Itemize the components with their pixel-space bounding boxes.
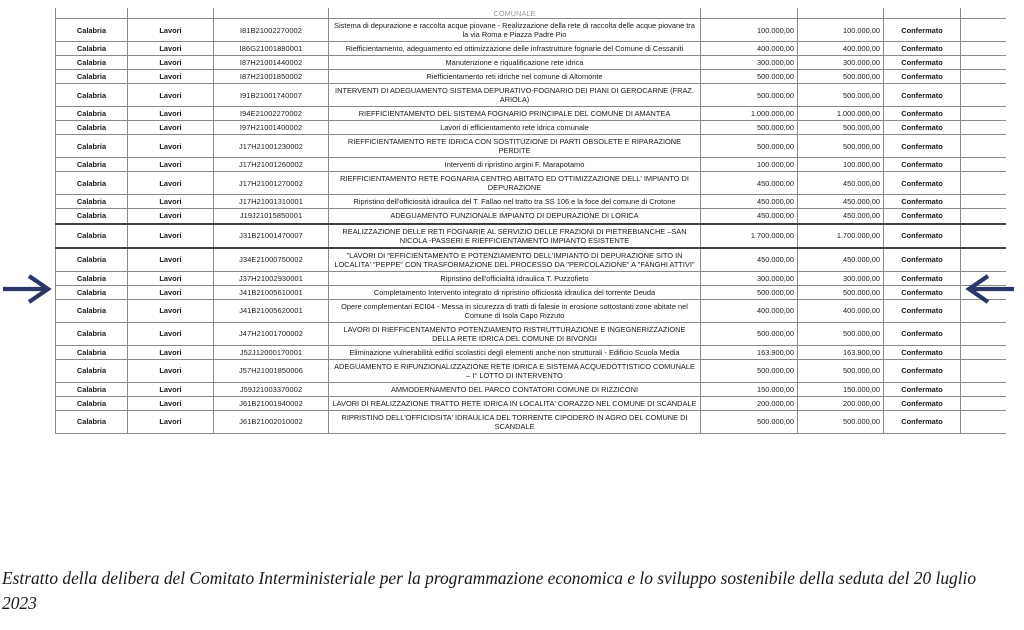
cell-descrizione: Sistema di depurazione e raccolta acque piovane - Realizzazione della rete di raccolta delle acque piovane tra la via Roma e Piazza Padre Pio <box>329 19 701 42</box>
cell-importo: 150.000,00 <box>701 382 798 396</box>
cell-cup: J47H21001700002 <box>214 322 329 345</box>
cell-stato: Confermato <box>884 345 961 359</box>
table-row <box>56 322 1007 345</box>
cell-regione: Calabria <box>56 322 128 345</box>
table-row <box>56 70 1007 84</box>
cell-stato: Confermato <box>884 42 961 56</box>
figure-caption: Estratto della delibera del Comitato Interministeriale per la programmazione economica e lo sviluppo sostenibile della seduta del 20 luglio 2023 <box>2 568 977 613</box>
cell-importo: 200.000,00 <box>701 396 798 410</box>
cell-stato: Confermato <box>884 158 961 172</box>
cell-descrizione: Opere complementari ECI04 - Messa in sicurezza di tratti di falesie in erosione sottostanti zone abitate nel Comune di Isola Capo Rizzuto <box>329 299 701 322</box>
cell-cup: I86G21001880001 <box>214 42 329 56</box>
cell-importo-finanziato: 500.000,00 <box>798 410 884 433</box>
cell-importo-finanziato: 500.000,00 <box>798 135 884 158</box>
cell-descrizione: RIEFFICIENTAMENTO DEL SISTEMA FOGNARIO PRINCIPALE DEL COMUNE DI AMANTEA <box>329 107 701 121</box>
cell-settore: Lavori <box>128 84 214 107</box>
cell-importo-finanziato: 450.000,00 <box>798 195 884 209</box>
cell-cup: I81B21002270002 <box>214 19 329 42</box>
table-row <box>56 345 1007 359</box>
table-row <box>56 382 1007 396</box>
cell-importo-finanziato: 200.000,00 <box>798 396 884 410</box>
cell-descrizione: RIEFFICIENTAMENTO RETE IDRICA CON SOSTITUZIONE DI PARTI OBSOLETE E RIPARAZIONE PERDITE <box>329 135 701 158</box>
cell-descrizione: RIEFFICIENTAMENTO RETE FOGNARIA CENTRO ABITATO ED OTTIMIZZAZIONE DELL' IMPIANTO DI DEPURAZIONE <box>329 172 701 195</box>
cell-stato: Confermato <box>884 209 961 224</box>
cell-cup: J61B21001940002 <box>214 396 329 410</box>
cell-empty <box>961 248 1007 272</box>
cell-importo-finanziato: 300.000,00 <box>798 271 884 285</box>
cell-stato: Confermato <box>884 56 961 70</box>
cell-stato <box>884 8 961 19</box>
cell-empty <box>961 322 1007 345</box>
cell-descrizione: Riefficientamento reti idriche nel comune di Altomonte <box>329 70 701 84</box>
cell-settore: Lavori <box>128 107 214 121</box>
cell-importo-finanziato: 500.000,00 <box>798 285 884 299</box>
cell-empty <box>961 42 1007 56</box>
cell-settore: Lavori <box>128 285 214 299</box>
cell-descrizione: "LAVORI DI "EFFICIENTAMENTO E POTENZIAMENTO DELL'IMPIANTO DI DEPURAZIONE SITO IN LOCALITA' "PEPPE" CON TRASFORMAZIONE DEL PROCESSO DA "PERCOLAZIONE" A "FANGHI ATTIVI" <box>329 248 701 272</box>
cell-descrizione: INTERVENTI DI ADEGUAMENTO SISTEMA DEPURATIVO-FOGNARIO DEI PIANI DI GEROCARNE (FRAZ. ARIOLA) <box>329 84 701 107</box>
cell-stato: Confermato <box>884 382 961 396</box>
cell-importo: 400.000,00 <box>701 42 798 56</box>
cell-regione: Calabria <box>56 271 128 285</box>
cell-importo-finanziato: 500.000,00 <box>798 121 884 135</box>
cell-regione: Calabria <box>56 42 128 56</box>
table-row-clipped <box>56 8 1007 19</box>
cell-settore: Lavori <box>128 19 214 42</box>
table-row <box>56 271 1007 285</box>
cell-importo-finanziato: 163.900,00 <box>798 345 884 359</box>
table-container <box>55 8 1006 560</box>
cell-descrizione: Lavori di efficientamento rete idrica comunale <box>329 121 701 135</box>
cell-stato: Confermato <box>884 172 961 195</box>
cell-importo-finanziato <box>798 8 884 19</box>
cell-regione: Calabria <box>56 121 128 135</box>
cell-regione: Calabria <box>56 224 128 248</box>
cell-empty <box>961 107 1007 121</box>
cell-importo: 500.000,00 <box>701 70 798 84</box>
table-row <box>56 410 1007 433</box>
cell-importo-finanziato: 400.000,00 <box>798 42 884 56</box>
cell-regione: Calabria <box>56 19 128 42</box>
cell-descrizione: COMUNALE <box>329 8 701 19</box>
cell-settore: Lavori <box>128 396 214 410</box>
cell-settore: Lavori <box>128 70 214 84</box>
cell-importo-finanziato: 100.000,00 <box>798 158 884 172</box>
cell-settore: Lavori <box>128 121 214 135</box>
cell-cup: J17H21001230002 <box>214 135 329 158</box>
cell-cup: I87H21001850002 <box>214 70 329 84</box>
cell-importo-finanziato: 450.000,00 <box>798 209 884 224</box>
cell-cup: J57H21001850006 <box>214 359 329 382</box>
cell-empty <box>961 410 1007 433</box>
cell-regione: Calabria <box>56 70 128 84</box>
left-pointer-arrow-icon <box>2 272 54 306</box>
cell-importo: 500.000,00 <box>701 84 798 107</box>
cell-stato: Confermato <box>884 135 961 158</box>
cell-cup: J61B21002010002 <box>214 410 329 433</box>
cell-descrizione: ADEGUAMENTO FUNZIONALE IMPIANTO DI DEPURAZIONE DI LORICA <box>329 209 701 224</box>
cell-regione: Calabria <box>56 345 128 359</box>
cell-cup: J17H21001310001 <box>214 195 329 209</box>
right-pointer-arrow-icon <box>963 272 1015 306</box>
cell-empty <box>961 70 1007 84</box>
cell-descrizione: Ripristino dell'officiosità idraulica del T. Fallao nel tratto tra SS 106 e la foce del comune di Crotone <box>329 195 701 209</box>
cell-importo-finanziato: 1.700.000,00 <box>798 224 884 248</box>
cell-settore: Lavori <box>128 248 214 272</box>
cell-descrizione: LAVORI DI REALIZZAZIONE TRATTO RETE IDRICA IN LOCALITA' CORAZZO NEL COMUNE DI SCANDALE <box>329 396 701 410</box>
table-row <box>56 56 1007 70</box>
cell-regione: Calabria <box>56 285 128 299</box>
cell-importo-finanziato: 500.000,00 <box>798 322 884 345</box>
cell-regione: Calabria <box>56 172 128 195</box>
cell-cup: J59J21003370002 <box>214 382 329 396</box>
table-body <box>56 8 1007 434</box>
cell-settore: Lavori <box>128 56 214 70</box>
cell-importo: 500.000,00 <box>701 410 798 433</box>
cell-importo: 500.000,00 <box>701 359 798 382</box>
cell-importo: 300.000,00 <box>701 271 798 285</box>
cell-stato: Confermato <box>884 396 961 410</box>
cell-descrizione: Ripristino dell'officialità idraulica T. Puzzofieto <box>329 271 701 285</box>
cell-cup: J34E21000750002 <box>214 248 329 272</box>
cell-descrizione: Eliminazione vulnerabilità edifici scolastici degli elementi anche non strutturali - Edificio Scuola Media <box>329 345 701 359</box>
cell-descrizione: Riefficientamento, adeguamento ed ottimizzazione delle infrastrutture fognarie del Comune di Cessaniti <box>329 42 701 56</box>
cell-settore: Lavori <box>128 195 214 209</box>
table-row <box>56 396 1007 410</box>
cell-importo-finanziato: 450.000,00 <box>798 248 884 272</box>
cell-cup: J52J12000170001 <box>214 345 329 359</box>
cell-stato: Confermato <box>884 410 961 433</box>
cell-importo-finanziato: 150.000,00 <box>798 382 884 396</box>
cell-regione: Calabria <box>56 158 128 172</box>
table-row <box>56 299 1007 322</box>
cell-regione: Calabria <box>56 410 128 433</box>
delibera-table <box>55 8 1006 434</box>
cell-stato: Confermato <box>884 248 961 272</box>
cell-importo: 450.000,00 <box>701 209 798 224</box>
cell-descrizione: AMMODERNAMENTO DEL PARCO CONTATORI COMUNE DI RIZZICONI <box>329 382 701 396</box>
cell-empty <box>961 195 1007 209</box>
table-row <box>56 135 1007 158</box>
table-row <box>56 158 1007 172</box>
cell-empty <box>961 8 1007 19</box>
cell-regione: Calabria <box>56 84 128 107</box>
cell-regione: Calabria <box>56 382 128 396</box>
cell-settore: Lavori <box>128 224 214 248</box>
cell-cup: J17H21001260002 <box>214 158 329 172</box>
cell-empty <box>961 135 1007 158</box>
cell-importo: 450.000,00 <box>701 172 798 195</box>
cell-importo: 300.000,00 <box>701 56 798 70</box>
cell-cup: I94E21002270002 <box>214 107 329 121</box>
table-row <box>56 248 1007 272</box>
cell-empty <box>961 359 1007 382</box>
cell-descrizione: ADEGUAMENTO E RIFUNZIONALIZZAZIONE RETE IDRICA E SISTEMA ACQUEDOTTISTICO COMUNALE – I° LOTTO DI INTERVENTO <box>329 359 701 382</box>
cell-settore: Lavori <box>128 299 214 322</box>
cell-stato: Confermato <box>884 322 961 345</box>
cell-stato: Confermato <box>884 224 961 248</box>
cell-importo: 1.700.000,00 <box>701 224 798 248</box>
cell-cup: J41B21005620001 <box>214 299 329 322</box>
cell-cup: I87H21001440002 <box>214 56 329 70</box>
cell-settore: Lavori <box>128 322 214 345</box>
table-row <box>56 42 1007 56</box>
cell-importo-finanziato: 450.000,00 <box>798 172 884 195</box>
cell-empty <box>961 345 1007 359</box>
cell-stato: Confermato <box>884 285 961 299</box>
cell-importo: 100.000,00 <box>701 19 798 42</box>
cell-regione: Calabria <box>56 135 128 158</box>
cell-stato: Confermato <box>884 19 961 42</box>
table-row <box>56 195 1007 209</box>
cell-importo: 100.000,00 <box>701 158 798 172</box>
cell-importo-finanziato: 500.000,00 <box>798 84 884 107</box>
cell-importo-finanziato: 300.000,00 <box>798 56 884 70</box>
cell-importo: 500.000,00 <box>701 135 798 158</box>
cell-importo-finanziato: 1.000.000,00 <box>798 107 884 121</box>
cell-settore: Lavori <box>128 271 214 285</box>
cell-regione: Calabria <box>56 195 128 209</box>
cell-settore: Lavori <box>128 382 214 396</box>
cell-regione: Calabria <box>56 107 128 121</box>
cell-importo: 500.000,00 <box>701 322 798 345</box>
cell-importo: 450.000,00 <box>701 248 798 272</box>
cell-empty <box>961 56 1007 70</box>
cell-cup: J17H21001270002 <box>214 172 329 195</box>
cell-cup <box>214 8 329 19</box>
table-row <box>56 107 1007 121</box>
cell-stato: Confermato <box>884 70 961 84</box>
cell-empty <box>961 382 1007 396</box>
cell-stato: Confermato <box>884 271 961 285</box>
cell-settore: Lavori <box>128 359 214 382</box>
cell-stato: Confermato <box>884 299 961 322</box>
cell-settore: Lavori <box>128 410 214 433</box>
cell-empty <box>961 84 1007 107</box>
cell-importo: 450.000,00 <box>701 195 798 209</box>
cell-cup: I91B21001740007 <box>214 84 329 107</box>
cell-importo-finanziato: 500.000,00 <box>798 70 884 84</box>
cell-descrizione: LAVORI DI RIEFFICENTAMENTO POTENZIAMENTO RISTRUTTURAZIONE E INGEGNERIZZAZIONE DELLA RETE IDRICA DEL COMUNE DI BIVONGI <box>329 322 701 345</box>
table-row <box>56 121 1007 135</box>
cell-stato: Confermato <box>884 84 961 107</box>
cell-settore: Lavori <box>128 172 214 195</box>
cell-importo: 163.900,00 <box>701 345 798 359</box>
cell-importo <box>701 8 798 19</box>
cell-importo-finanziato: 100.000,00 <box>798 19 884 42</box>
cell-regione: Calabria <box>56 396 128 410</box>
table-row <box>56 209 1007 224</box>
cell-descrizione: Manutenzione e riqualificazione rete idrica <box>329 56 701 70</box>
cell-importo: 1.000.000,00 <box>701 107 798 121</box>
cell-regione: Calabria <box>56 299 128 322</box>
cell-regione: Calabria <box>56 248 128 272</box>
table-row <box>56 84 1007 107</box>
cell-cup: J31B21001470007 <box>214 224 329 248</box>
cell-settore: Lavori <box>128 209 214 224</box>
cell-importo-finanziato: 400.000,00 <box>798 299 884 322</box>
cell-descrizione: RIPRISTINO DELL'OFFICIOSITA' IDRAULICA DEL TORRENTE CIPODERO IN AGRO DEL COMUNE DI SCANDALE <box>329 410 701 433</box>
cell-regione: Calabria <box>56 56 128 70</box>
cell-cup: I97H21001400002 <box>214 121 329 135</box>
cell-descrizione: REALIZZAZIONE DELLE RETI FOGNARIE AL SERVIZIO DELLE FRAZIONI DI PIETREBIANCHE –SAN NICOLA -PASSERI E RIEFFICIENTAMENTO IMPIANTO ESISTENTE <box>329 224 701 248</box>
cell-regione: Calabria <box>56 359 128 382</box>
table-row <box>56 359 1007 382</box>
cell-stato: Confermato <box>884 121 961 135</box>
cell-cup: J41B21005610001 <box>214 285 329 299</box>
cell-settore: Lavori <box>128 135 214 158</box>
table-row <box>56 19 1007 42</box>
cell-stato: Confermato <box>884 359 961 382</box>
cell-empty <box>961 224 1007 248</box>
cell-descrizione: Completamento Intervento integrato di ripristino officiosità idraulica del torrente Deuda <box>329 285 701 299</box>
cell-settore: Lavori <box>128 158 214 172</box>
cell-empty <box>961 158 1007 172</box>
cell-empty <box>961 121 1007 135</box>
cell-regione <box>56 8 128 19</box>
cell-settore <box>128 8 214 19</box>
cell-empty <box>961 209 1007 224</box>
cell-cup: J19J21015850001 <box>214 209 329 224</box>
cell-cup: J37H21002930001 <box>214 271 329 285</box>
cell-empty <box>961 172 1007 195</box>
cell-empty <box>961 396 1007 410</box>
table-row <box>56 285 1007 299</box>
cell-settore: Lavori <box>128 42 214 56</box>
cell-importo: 500.000,00 <box>701 285 798 299</box>
table-row <box>56 224 1007 248</box>
cell-importo-finanziato: 500.000,00 <box>798 359 884 382</box>
cell-descrizione: Interventi di ripristino argini F. Marapotamo <box>329 158 701 172</box>
cell-importo: 500.000,00 <box>701 121 798 135</box>
cell-stato: Confermato <box>884 195 961 209</box>
cell-settore: Lavori <box>128 345 214 359</box>
cell-empty <box>961 19 1007 42</box>
table-row <box>56 172 1007 195</box>
cell-importo: 400.000,00 <box>701 299 798 322</box>
cell-stato: Confermato <box>884 107 961 121</box>
cell-regione: Calabria <box>56 209 128 224</box>
